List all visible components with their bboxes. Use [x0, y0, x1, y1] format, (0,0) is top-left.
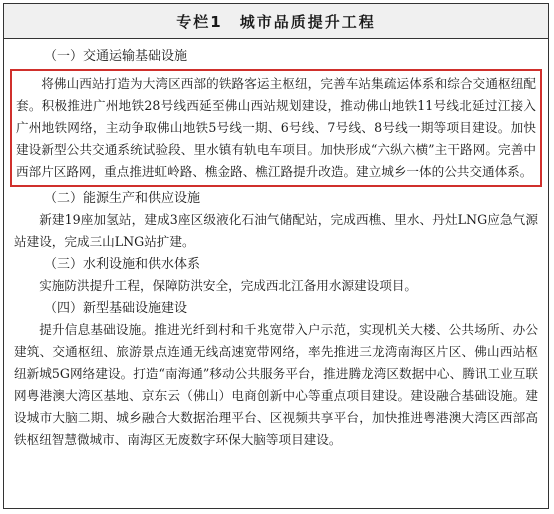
section-heading-transport: （一）交通运输基础设施 — [44, 49, 188, 64]
column-content — [4, 39, 548, 451]
section-heading-new-infrastructure: （四）新型基础设施建设 — [44, 301, 188, 316]
section-paragraph-transport: 将佛山西站打造为大湾区西部的铁路客运主枢纽，完善车站集疏运体系和综合交通枢纽配套。积极推进广州地铁28号线西延至佛山西站规划建设，推动佛山地铁11号线北延过江接入广州地铁网络，主动争取佛山地铁5号线一期、6号线、7号线、8号线一期等项目建设。加快建设新型公共交通系统试验段、里水镇有轨电车项目。加快形成“六纵六横”主干路网。完善中西部片区路网，重点推进虹岭路、樵金路、樵江路提升改造。建立城乡一体的公共交通体系。 — [16, 76, 536, 179]
column-title: 专栏1 城市品质提升工程 — [4, 4, 548, 39]
section-paragraph-energy: 新建19座加氢站，建成3座区级液化石油气储配站，完成西樵、里水、丹灶LNG应急气源站建设，完成三山LNG站扩建。 — [14, 212, 538, 249]
section-paragraph-new-infrastructure: 提升信息基础设施。推进光纤到村和千兆宽带入户示范，实现机关大楼、公共场所、办公建筑、交通枢纽、旅游景点连通无线高速宽带网络，率先推进三龙湾南海区片区、佛山西站枢纽新城5G网络建设。打造“南海通”移动公共服务平台，推进腾龙湾区数据中心、腾讯工业互联网粤港澳大湾区基地、京东云（佛山）电商创新中心等重点项目建设。建设融合基础设施。建设城市大脑二期、城乡融合大数据治理平台、区视频共享平台，加快推进粤港澳大湾区西部高铁枢纽智慧微城市、南海区无废数字环保大脑等项目建设。 — [14, 322, 538, 447]
column-box — [3, 3, 549, 509]
section-paragraph-water: 实施防洪提升工程，保障防洪安全，完成西北江备用水源建设项目。 — [39, 278, 417, 293]
section-heading-energy: （二）能源生产和供应设施 — [44, 191, 201, 206]
section-heading-water: （三）水利设施和供水体系 — [44, 257, 201, 272]
highlight-box — [10, 69, 542, 187]
